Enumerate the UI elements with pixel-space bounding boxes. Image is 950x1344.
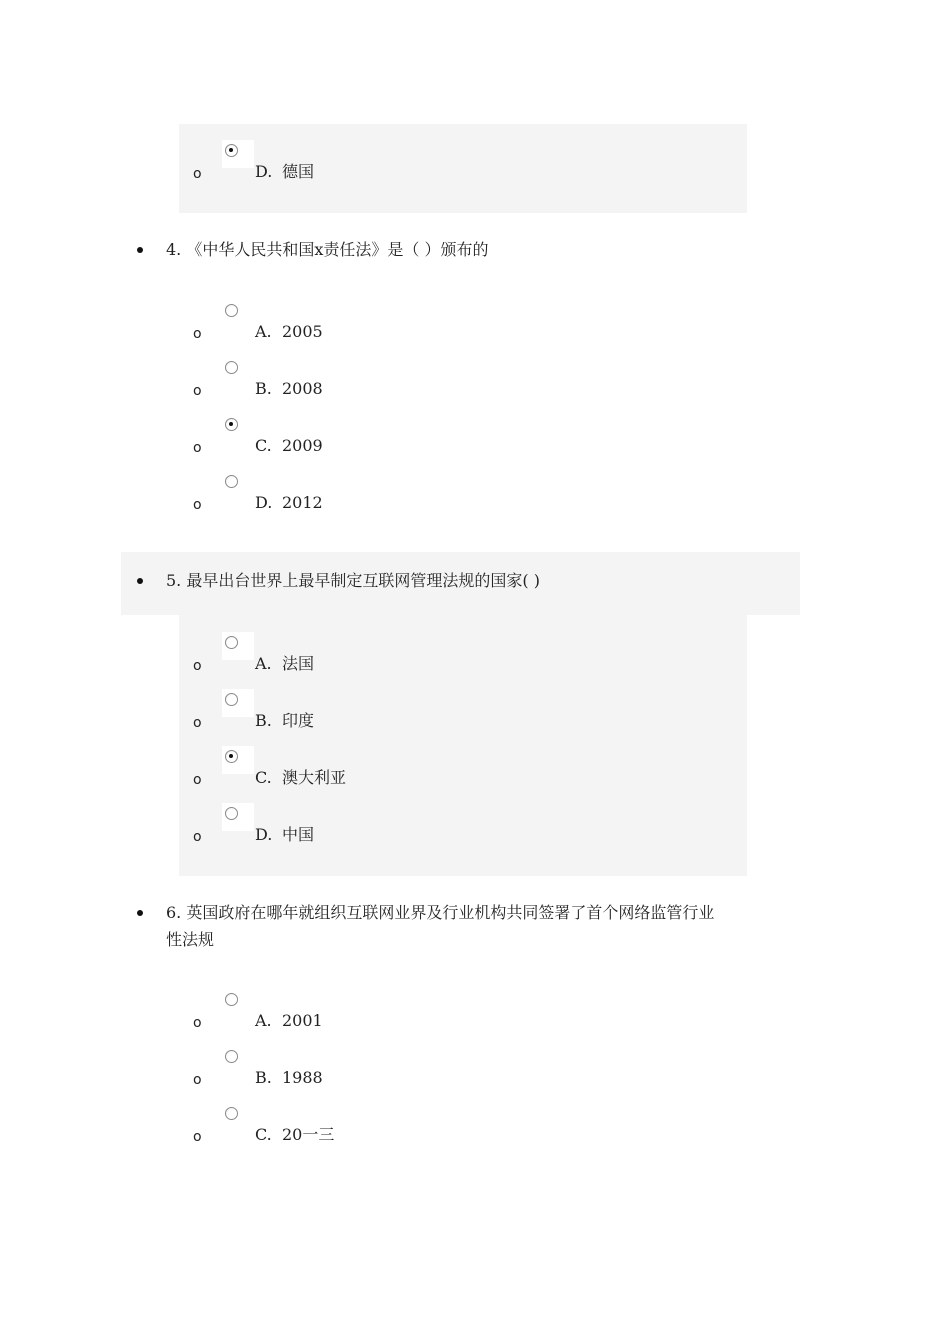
radio-wrapper: [222, 689, 254, 717]
radio-wrapper: [222, 1103, 254, 1131]
sub-bullet: o: [193, 829, 202, 845]
question-5-text: 5. 最早出台世界上最早制定互联网管理法规的国家( ): [166, 571, 540, 590]
sub-bullet: o: [193, 658, 202, 674]
sub-bullet: o: [193, 715, 202, 731]
sub-bullet: o: [193, 383, 202, 399]
option-label: C. 20一三: [255, 1125, 335, 1144]
sub-bullet: o: [193, 440, 202, 456]
bullet: [137, 910, 143, 916]
sub-bullet: o: [193, 1072, 202, 1088]
radio-unchecked-icon[interactable]: [225, 636, 238, 649]
radio-checked-icon[interactable]: [225, 750, 238, 763]
sub-bullet: o: [193, 497, 202, 513]
sub-bullet: o: [193, 772, 202, 788]
radio-wrapper: [222, 1046, 254, 1074]
radio-wrapper: [222, 746, 254, 774]
radio-wrapper: [222, 471, 254, 499]
option-label: B. 2008: [255, 379, 323, 398]
bullet: [137, 578, 143, 584]
sub-bullet: o: [193, 166, 202, 182]
option-label: A. 法国: [255, 654, 315, 673]
radio-wrapper: [222, 300, 254, 328]
sub-bullet: o: [193, 1129, 202, 1145]
radio-unchecked-icon[interactable]: [225, 693, 238, 706]
sub-bullet: o: [193, 1015, 202, 1031]
option-label: C. 2009: [255, 436, 323, 455]
radio-wrapper: [222, 414, 254, 442]
option-label: A. 2005: [255, 322, 323, 341]
option-label: D. 2012: [255, 493, 323, 512]
option-label: B. 1988: [255, 1068, 323, 1087]
radio-wrapper: [222, 989, 254, 1017]
bullet: [137, 247, 143, 253]
sub-bullet: o: [193, 326, 202, 342]
question-4-text: 4. 《中华人民共和国x责任法》是（ ）颁布的: [166, 240, 489, 259]
option-label: D. 中国: [255, 825, 315, 844]
radio-unchecked-icon[interactable]: [225, 807, 238, 820]
radio-unchecked-icon[interactable]: [225, 304, 238, 317]
option-label: C. 澳大利亚: [255, 768, 347, 787]
option-label: B. 印度: [255, 711, 315, 730]
radio-unchecked-icon[interactable]: [225, 993, 238, 1006]
radio-unchecked-icon[interactable]: [225, 361, 238, 374]
option-label: D. 德国: [255, 162, 315, 181]
question-6-text: 6. 英国政府在哪年就组织互联网业界及行业机构共同签署了首个网络监管行业 性法规: [166, 903, 715, 949]
radio-unchecked-icon[interactable]: [225, 475, 238, 488]
radio-unchecked-icon[interactable]: [225, 1107, 238, 1120]
radio-unchecked-icon[interactable]: [225, 1050, 238, 1063]
radio-wrapper: [222, 803, 254, 831]
radio-wrapper: [222, 357, 254, 385]
radio-wrapper: [222, 140, 254, 168]
radio-checked-icon[interactable]: [225, 418, 238, 431]
radio-checked-icon[interactable]: [225, 144, 238, 157]
radio-wrapper: [222, 632, 254, 660]
option-label: A. 2001: [255, 1011, 323, 1030]
